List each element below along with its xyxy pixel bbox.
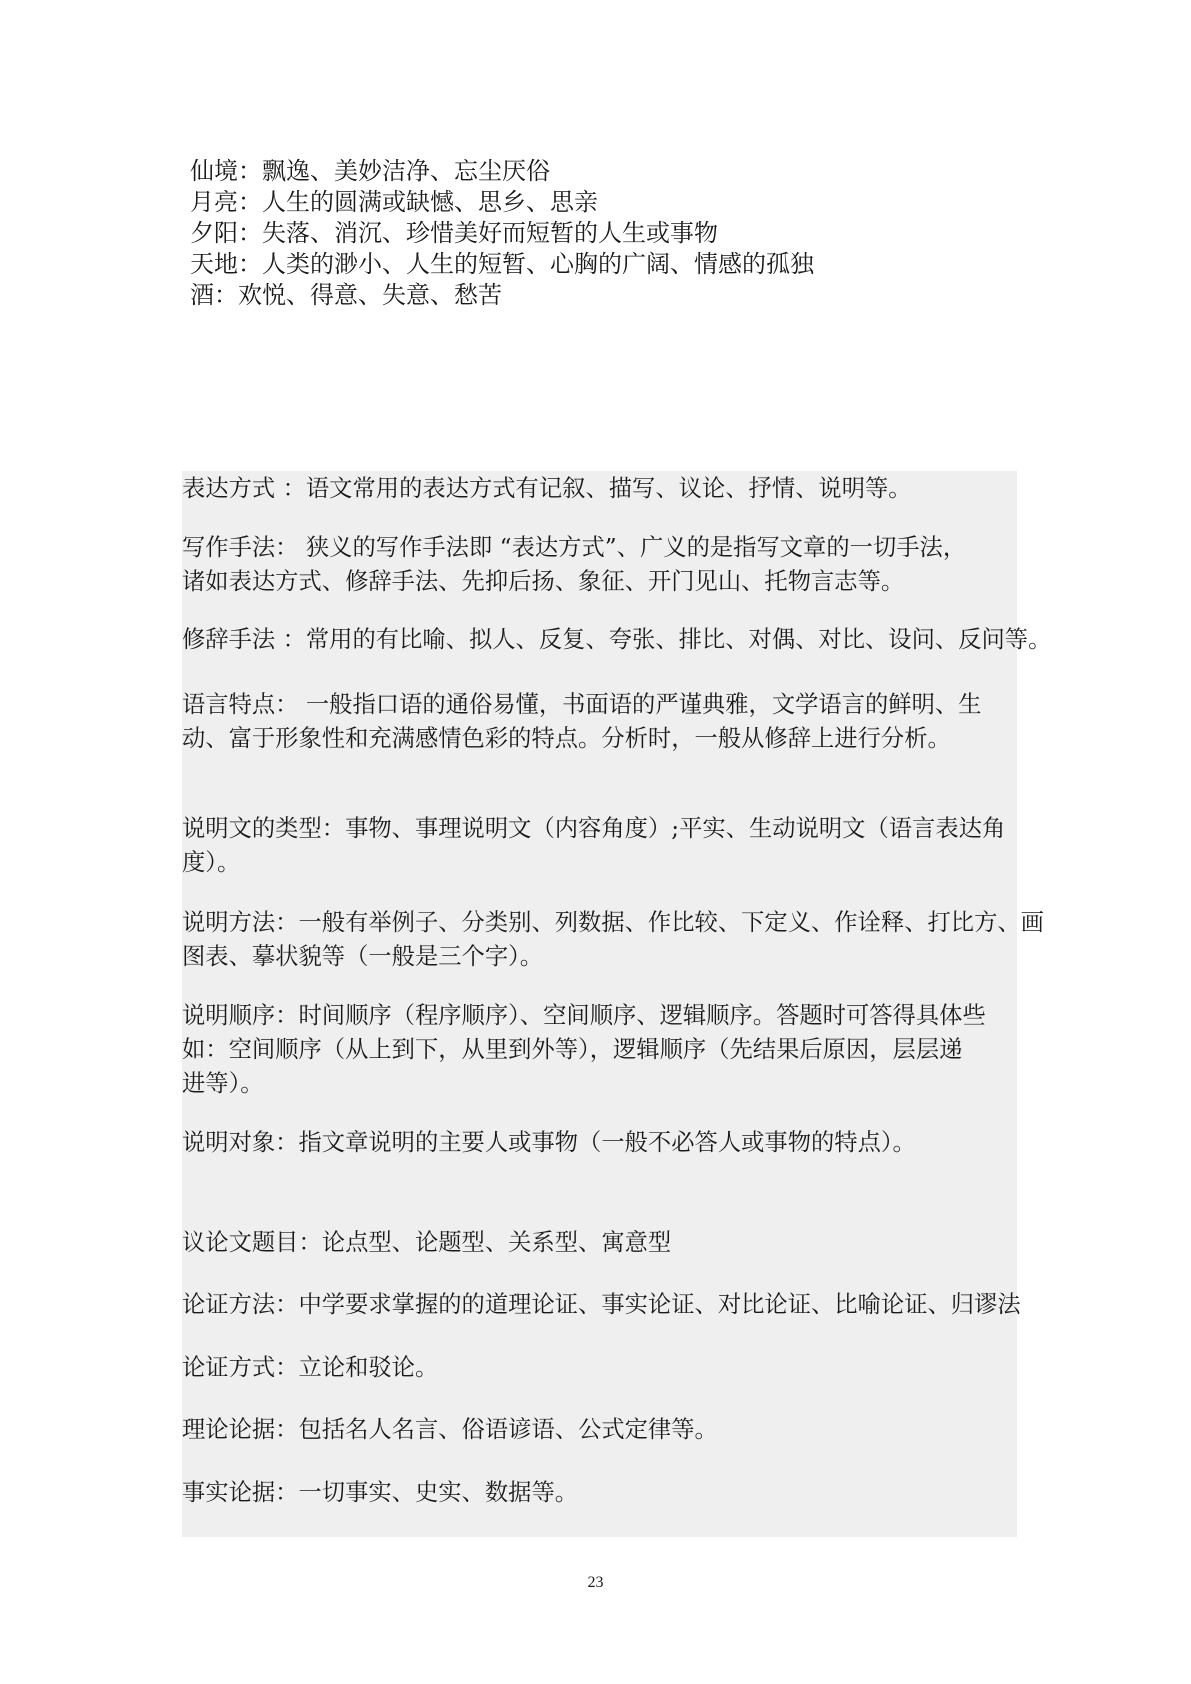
expression-mode-paragraph (182, 472, 1017, 506)
explanation-object-paragraph (182, 1126, 1017, 1160)
paragraph-line: 修辞手法 ：常用的有比喻、拟人、反复、夸张、排比、对偶、对比、设问、反问等。 (182, 626, 1052, 653)
paragraph-line: 理论论据：包括名人名言、俗语谚语、公式定律等。 (182, 1416, 718, 1443)
paragraph-line: 进等）。 (182, 1070, 264, 1097)
paragraph-line: 议论文题目：论点型、论题型、关系型、寓意型 (182, 1229, 672, 1256)
expository-types-paragraph (182, 812, 1017, 880)
imagery-item-fairyland: 仙境：飘逸、美妙洁净、忘尘厌俗 (190, 157, 550, 185)
argument-methods-paragraph (182, 1288, 1021, 1322)
imagery-item-heaven-earth: 天地：人类的渺小、人生的短暂、心胸的广阔、情感的孤独 (190, 250, 814, 278)
paragraph-line: 说明对象：指文章说明的主要人或事物（一般不必答人或事物的特点）。 (182, 1129, 916, 1156)
paragraph-line: 表达方式 ：语文常用的表达方式有记叙、描写、议论、抒情、说明等。 (182, 475, 912, 502)
argument-modes-paragraph (182, 1351, 1017, 1385)
imagery-item-sunset: 夕阳：失落、消沉、珍惜美好而短暂的人生或事物 (190, 219, 718, 247)
factual-evidence-paragraph (182, 1476, 1017, 1510)
paragraph-line: 说明文的类型：事物、事理说明文（内容角度）;平实、生动说明文（语言表达角 (182, 815, 1006, 842)
explanation-order-paragraph (182, 999, 1017, 1101)
paragraph-line: 诸如表达方式、修辞手法、先抑后扬、象征、开门见山、托物言志等。 (182, 568, 905, 595)
rhetoric-paragraph (182, 623, 1052, 657)
imagery-list (190, 156, 1090, 311)
paragraph-line: 说明方法：一般有举例子、分类别、列数据、作比较、下定义、作诠释、打比方、画 (182, 909, 1044, 936)
imagery-item-moon: 月亮：人生的圆满或缺憾、思乡、思亲 (190, 188, 598, 216)
paragraph-line: 论证方式：立论和驳论。 (182, 1354, 439, 1381)
explanation-methods-paragraph (182, 906, 1044, 974)
paragraph-line: 事实论据：一切事实、史实、数据等。 (182, 1479, 579, 1506)
paragraph-line: 如：空间顺序（从上到下，从里到外等），逻辑顺序（先结果后原因，层层递 (182, 1036, 963, 1063)
imagery-item-wine: 酒：欢悦、得意、失意、愁苦 (190, 281, 502, 309)
paragraph-line: 写作手法： 狭义的写作手法即 “表达方式”、广义的是指写文章的一切手法， (182, 534, 967, 561)
paragraph-line: 论证方法：中学要求掌握的的道理论证、事实论证、对比论证、比喻论证、归谬法 (182, 1291, 1021, 1318)
argument-titles-paragraph (182, 1226, 1017, 1260)
paragraph-line: 图表、摹状貌等（一般是三个字）。 (182, 943, 544, 970)
writing-technique-paragraph (182, 531, 1017, 599)
paragraph-line: 度）。 (182, 849, 241, 876)
theoretical-evidence-paragraph (182, 1413, 1017, 1447)
paragraph-line: 动、富于形象性和充满感情色彩的特点。分析时，一般从修辞上进行分析。 (182, 725, 951, 752)
paragraph-line: 语言特点： 一般指口语的通俗易懂，书面语的严谨典雅，文学语言的鲜明、生 (182, 691, 982, 718)
language-features-paragraph (182, 688, 1017, 756)
paragraph-line: 说明顺序：时间顺序（程序顺序）、空间顺序、逻辑顺序。答题时可答得具体些 (182, 1002, 986, 1029)
page-number: 23 (587, 1574, 604, 1591)
